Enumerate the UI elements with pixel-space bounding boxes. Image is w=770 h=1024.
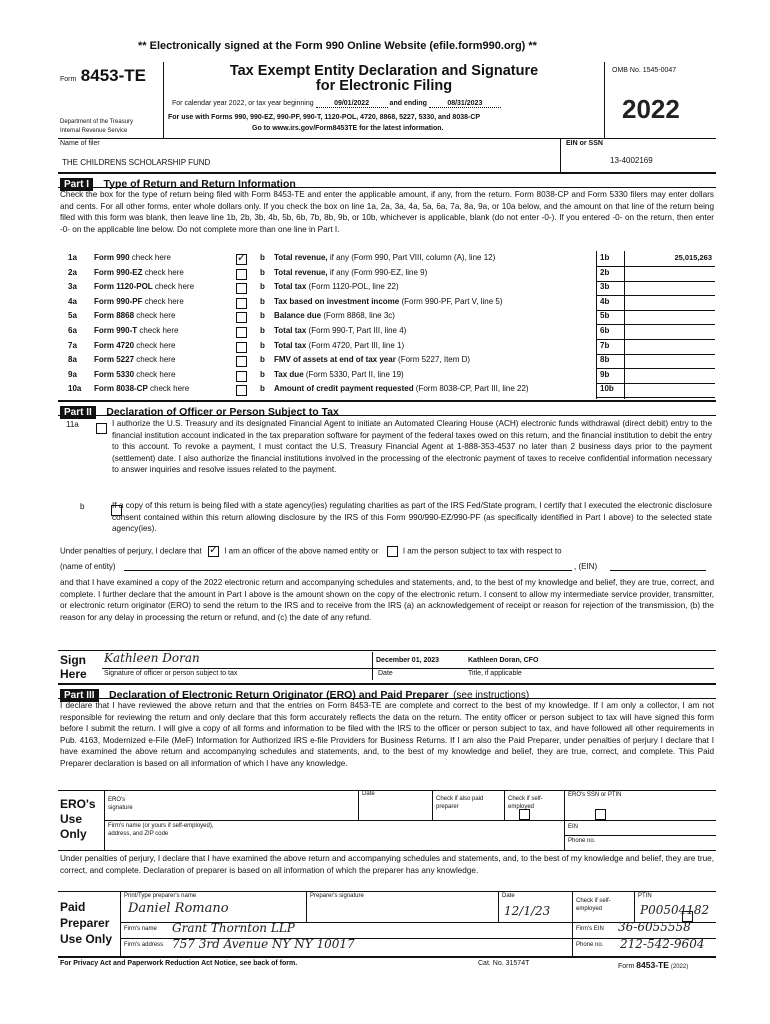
line-b-letter: b (260, 326, 265, 335)
begin-date[interactable]: 09/01/2022 (316, 100, 388, 108)
check-paid-preparer-label: Check if also paid preparer (436, 796, 484, 810)
amount-description: Tax due (Form 5330, Part II, line 19) (274, 369, 404, 379)
amount-description: Total tax (Form 4720, Part III, line 1) (274, 340, 405, 350)
preparer-signature-label: Preparer's signature (310, 893, 364, 899)
amount-description: Total tax (Form 1120-POL, line 22) (274, 282, 399, 292)
signature-date[interactable]: December 01, 2023 (376, 657, 440, 664)
line-number: 9a (68, 369, 77, 379)
check-self-employed-label: Check if self-employed (508, 796, 543, 810)
ero-firm-name-label: Firm's name (or yours if self-employed), address, and ZIP code (108, 823, 214, 837)
firm-address[interactable]: 757 3rd Avenue NY NY 10017 (172, 937, 355, 951)
amount-description: Total revenue, if any (Form 990-EZ, line 9) (274, 267, 428, 277)
line-ref: 10b (600, 384, 614, 394)
form-type-checkbox[interactable]: ✓ (237, 252, 247, 264)
name-of-filer-label: Name of filer (60, 140, 100, 147)
form-type-checkbox[interactable] (236, 371, 247, 382)
part1-instructions: Check the box for the type of return being filed with Form 8453-TE and enter the applicable amount, if any, from the return. Form 8038-CP and Form 5330 filers may enter dollars and cents. For all other forms, enter whole dollars only. If you check the box on line 1a, 2a, 3a, 4a, 5a, 6a, 7a, 8a, 9a, or 10a below, and the amount on that line of the return being filed with this form was blank, then leave line 1b, 2b, 3b, 4b, 5b, 6b, 7b, 8b, 9b, or 10b, whichever is applicable, blank (do not enter -0-). If you entered -0- on the return, then enter -0- on the applicable line below. Do not complete more than one line in Part I. (60, 190, 714, 234)
ero-declaration-text: I declare that I have reviewed the above return and that the entries on Form 8453-TE are complete and correct to the best of my knowledge. If I am only a collector, I am not responsible for reviewing the return and only declare that this form accurately reflects the data on the return. The entity officer or person subject to tax will have signed this form before I submit the return. I will give a copy of all forms and information to be filed with the IRS to the officer or person subject to tax, and have followed all other requirements in Pub. 4163, Modernized e-File (MeF) Information for Authorized IRS e-file Providers for Business Returns. If I am also the Paid Preparer, under penalties of perjury I declare that I have examined the above return and accompanying schedules and statements, and, to the best of my knowledge and belief, they are true, correct, and complete. This Paid Preparer declaration is based on all information of which I have any knowledge. (60, 701, 714, 768)
line-ref: 6b (600, 326, 610, 335)
sign-here-label: Sign Here (60, 653, 87, 681)
officer-signature[interactable]: Kathleen Doran (104, 651, 200, 665)
firm-ein-label: Firm's EIN (576, 926, 604, 932)
officer-declaration-text: and that I have examined a copy of the 2022 electronic return and accompanying schedules and statements, and, to the best of my knowledge and belief, they are true, correct, and complete. I further declare that the amount in Part I above is the amount shown on the copy of the electronic return. I consent to allow my intermediate service provider, transmitter, or electronic return originator (ERO) to send the return to the IRS and to receive from the IRS (a) an acknowledgement of receipt or reason for rejection of the transmission, (b) the reason for any delay in processing the return or refund, and (c) the date of any refund. (60, 578, 714, 622)
form-type-label: Form 990 check here (94, 253, 171, 262)
form-type-label: Form 990-T check here (94, 326, 179, 335)
part1-line-row (60, 253, 715, 267)
ero-date-label: Date (362, 791, 375, 797)
form-type-checkbox[interactable] (236, 312, 247, 323)
line-b-letter: b (260, 384, 265, 394)
form-type-checkbox[interactable] (236, 298, 247, 309)
date-label: Date (378, 670, 393, 677)
ero-self-employed-checkbox[interactable] (595, 809, 606, 820)
part2-header: Part II Declaration of Officer or Person Subject to Tax (60, 402, 339, 420)
ero-signature-label: ERO's signature (108, 797, 133, 811)
line-ref: 2b (600, 267, 610, 277)
use-with-forms: For use with Forms 990, 990-EZ, 990-PF, 990-T, 1120-POL, 4720, 8868, 5227, 5330, and 8038-CP (168, 114, 481, 121)
ach-authorization-text: I authorize the U.S. Treasury and its designated Financial Agent to initiate an Automated Clearing House (ACH) electronic funds withdrawal (direct debit) entry to the financial institution account indicated in the tax preparation software for payment of the federal taxes owed on this return, and the financial institution to debit the entry to this account. To revoke a payment, I must contact the U.S. Treasury Financial Agent at 1-888-353-4537 no later than 2 business days prior to the payment (settlement) date. I also authorize the financial institutions involved in the processing of the electronic payment of taxes to receive confidential information necessary to answer inquiries and resolve issues related to the payment. (112, 419, 712, 474)
form-type-label: Form 8868 check here (94, 311, 176, 321)
line-number: 10a (68, 384, 82, 394)
privacy-notice: For Privacy Act and Paperwork Reduction Act Notice, see back of form. (60, 960, 298, 967)
title-label: Title, if applicable (468, 670, 522, 677)
subject-to-tax-checkbox[interactable] (387, 546, 398, 557)
tax-year: 2022 (622, 94, 680, 124)
amount-description: Total tax (Form 990-T, Part III, line 4) (274, 326, 407, 335)
dept-treasury: Department of the Treasury Internal Revenue Service (60, 119, 134, 134)
form-type-label: Form 990-EZ check here (94, 267, 184, 277)
firm-address-label: Firm's address (124, 942, 164, 948)
officer-checkbox[interactable]: ✓ (208, 544, 219, 556)
part1-line-row (60, 311, 715, 325)
line-11b-letter: b (80, 502, 85, 511)
firm-name[interactable]: Grant Thornton LLP (172, 921, 295, 935)
part3-header: Part III Declaration of Electronic Return Originator (ERO) and Paid Preparer (see instructions) (60, 685, 529, 703)
line-number: 5a (68, 311, 77, 321)
form-type-label: Form 5227 check here (94, 355, 176, 365)
goto-url: Go to www.irs.gov/Form8453TE for the latest information. (252, 125, 444, 132)
end-date[interactable]: 08/31/2023 (429, 100, 501, 108)
firm-name-label: Firm's name (124, 926, 157, 932)
line-ref: 8b (600, 355, 610, 365)
name-of-entity-label: (name of entity) (60, 562, 116, 571)
paid-preparer-use-only-label: Paid Preparer Use Only (60, 900, 113, 946)
form-type-checkbox[interactable] (236, 269, 247, 280)
tax-year-line: For calendar year 2022, or tax year beginning 09/01/2022 and ending 08/31/2023 (172, 100, 501, 108)
line-ref: 4b (600, 296, 610, 306)
ein-paren-label: , (EIN) (574, 562, 598, 571)
form-type-checkbox[interactable] (236, 283, 247, 294)
preparer-phone-label: Phone no. (576, 942, 604, 948)
part1-line-row (60, 282, 715, 296)
amount-description: Balance due (Form 8868, line 3c) (274, 311, 395, 321)
form-type-label: Form 8038-CP check here (94, 384, 190, 394)
part1-line-row (60, 384, 715, 398)
footer-form-number: Form 8453-TE (2022) (618, 960, 689, 970)
line-b-letter: b (260, 369, 265, 379)
form-type-label: Form 4720 check here (94, 340, 176, 350)
form-type-checkbox[interactable] (236, 327, 247, 338)
line-ref: 5b (600, 311, 610, 321)
line-b-letter: b (260, 311, 265, 321)
line-ref: 3b (600, 282, 610, 292)
line-b-letter: b (260, 282, 265, 292)
part1-line-row (60, 268, 715, 282)
line-b-letter: b (260, 340, 265, 350)
part1-line-row (60, 341, 715, 355)
filer-name[interactable]: THE CHILDRENS SCHOLARSHIP FUND (62, 158, 211, 167)
part1-header: Part I Type of Return and Return Information (60, 174, 296, 192)
line-b-letter: b (260, 296, 265, 306)
perjury-line: Under penalties of perjury, I declare that ✓ I am an officer of the above named entity or I am the person subject to tax with respect to (60, 544, 562, 556)
line-number: 7a (68, 340, 77, 350)
preparer-printed-name[interactable]: Daniel Romano (128, 901, 229, 916)
line-number: 6a (68, 326, 77, 335)
form-type-label: Form 990-PF check here (94, 296, 184, 306)
print-name-label: Print/Type preparer's name (124, 893, 197, 899)
firm-ein[interactable]: 36-6055558 (618, 920, 691, 934)
amount-description: Total revenue, if any (Form 990, Part VIII, column (A), line 12) (274, 253, 496, 262)
form-title: Tax Exempt Entity Declaration and Signature for Electronic Filing (229, 63, 539, 94)
ptin-label: PTIN (638, 893, 652, 899)
preparer-perjury-text: Under penalties of perjury, I declare that I have examined the above return and accompanying schedules and statements, and, to the best of my knowledge and belief, they are true, correct, and complete. Declaration of preparer is based on all information of which the preparer has any knowledge. (60, 854, 714, 875)
preparer-phone[interactable]: 212-542-9604 (620, 937, 705, 951)
catalog-number: Cat. No. 31574T (478, 960, 530, 967)
line-ref: 9b (600, 369, 610, 379)
filer-ein[interactable]: 13-4002169 (610, 156, 653, 165)
form-type-label: Form 1120-POL check here (94, 282, 195, 292)
part1-line-row (60, 326, 715, 340)
form-type-label: Form 5330 check here (94, 369, 176, 379)
line-number: 2a (68, 267, 77, 277)
line-number: 8a (68, 355, 77, 365)
ero-use-only-label: ERO's Use Only (60, 797, 96, 841)
line-b-letter: b (260, 355, 265, 365)
amount-description: Tax based on investment income (Form 990-PF, Part V, line 5) (274, 296, 503, 306)
officer-signature-label: Signature of officer or person subject to tax (104, 670, 238, 677)
line-ref: 1b (600, 253, 610, 262)
part1-line-row (60, 355, 715, 369)
preparer-date[interactable]: 12/1/23 (504, 904, 551, 918)
amount-description: Amount of credit payment requested (Form 8038-CP, Part III, line 22) (274, 384, 529, 394)
omb-number: OMB No. 1545-0047 (612, 67, 677, 74)
preparer-check-self-label: Check if self-employed (576, 898, 611, 912)
officer-title[interactable]: Kathleen Doran, CFO (468, 657, 539, 664)
amount-value[interactable]: 25,015,263 (674, 253, 712, 262)
line-number: 1a (68, 253, 77, 262)
state-disclosure-text: If a copy of this return is being filed with a state agency(ies) regulating charities as part of the IRS Fed/State program, I certify that I executed the electronic disclosure consent contained within this return allowing disclosure by the IRS of this Form 990/990-EZ/990-PF (as specifically identified in Part I above) to the selected state agency(ies). (112, 501, 712, 533)
line-11a-number: 11a (66, 420, 79, 429)
form-type-checkbox[interactable] (236, 342, 247, 353)
line-number: 4a (68, 296, 77, 306)
preparer-date-label: Date (502, 893, 515, 899)
part1-line-row (60, 370, 715, 384)
ein-label: EIN or SSN (566, 140, 603, 147)
form-number: Form 8453-TE (60, 66, 146, 85)
line-b-letter: b (260, 267, 265, 277)
line-number: 3a (68, 282, 77, 292)
ero-ssn-label: ERO's SSN or PTIN (568, 792, 622, 798)
form-type-checkbox[interactable] (236, 385, 247, 396)
line-b-letter: b (260, 253, 265, 262)
amount-description: FMV of assets at end of tax year (Form 5227, Item D) (274, 355, 471, 365)
form-type-checkbox[interactable] (236, 356, 247, 367)
line-ref: 7b (600, 340, 610, 350)
ach-authorize-checkbox[interactable] (96, 423, 107, 434)
preparer-ptin[interactable]: P00504182 (640, 903, 710, 917)
ero-phone-label: Phone no. (568, 838, 596, 844)
part1-line-row (60, 297, 715, 311)
e-signed-banner: ** Electronically signed at the Form 990 Online Website (efile.form990.org) ** (138, 40, 537, 52)
ero-ein-label: EIN (568, 824, 579, 830)
